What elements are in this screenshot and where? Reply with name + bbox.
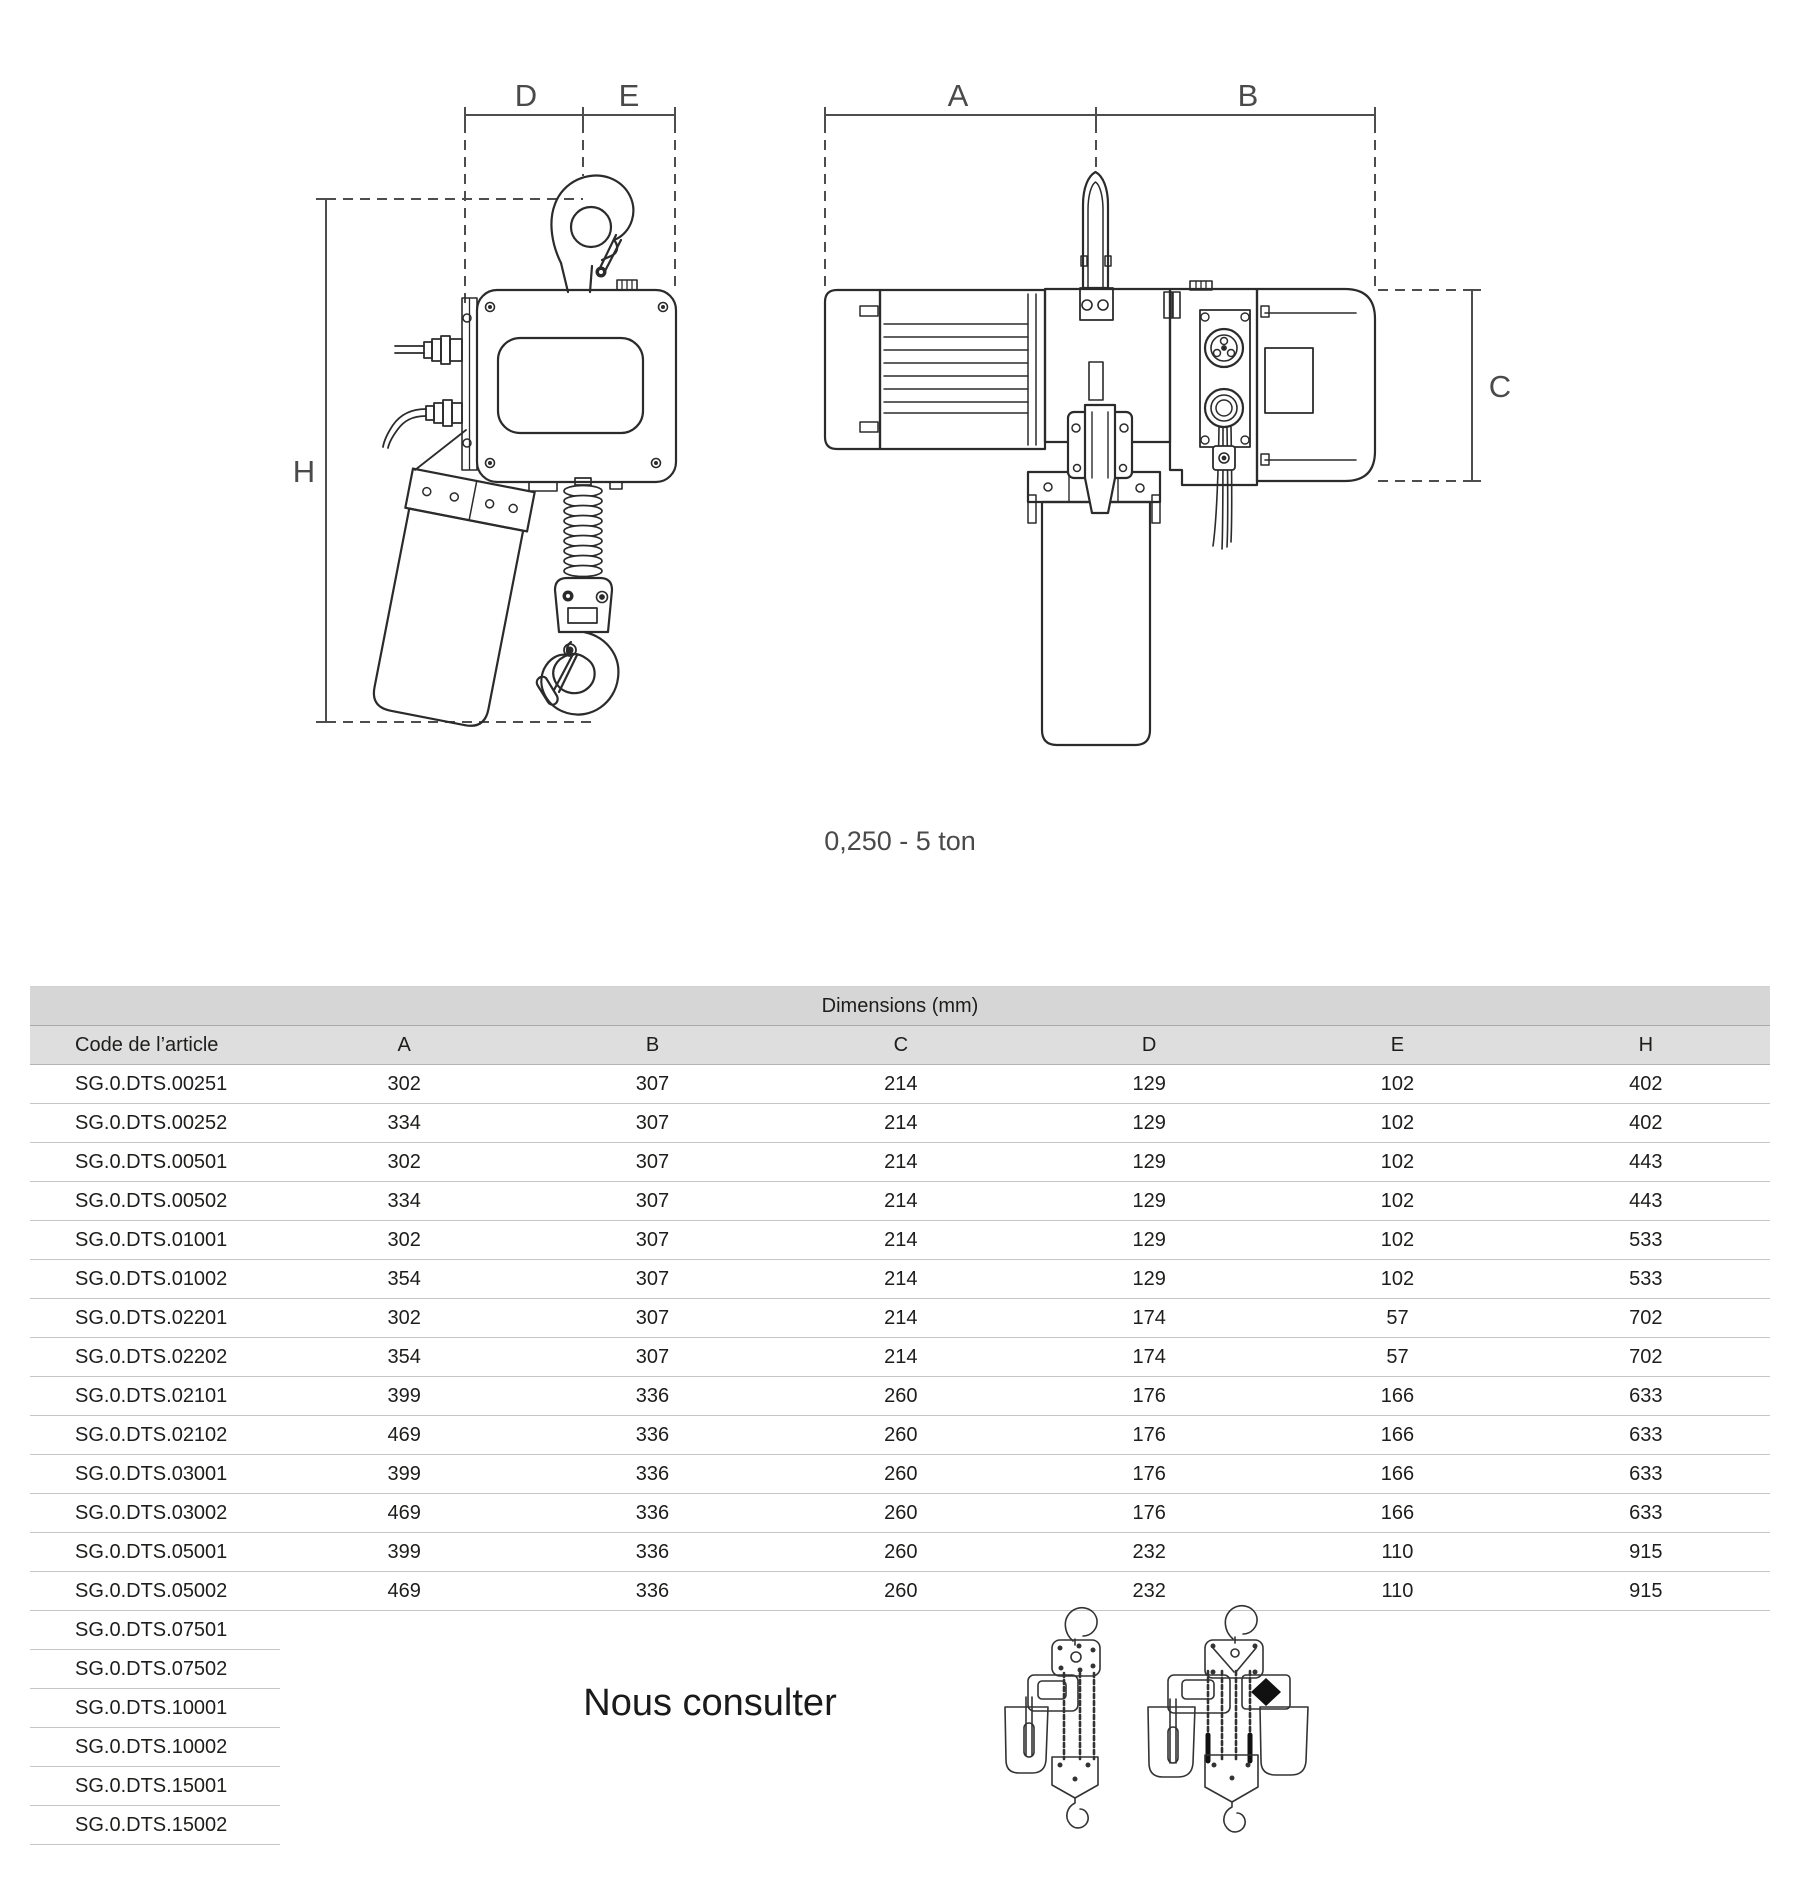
dimension-cell — [777, 1728, 1025, 1767]
dimension-cell: 307 — [528, 1221, 776, 1260]
dimension-cell: 129 — [1025, 1104, 1273, 1143]
article-code-cell: SG.0.DTS.00502 — [30, 1182, 280, 1221]
dimension-cell: 633 — [1522, 1416, 1770, 1455]
table-row — [30, 1260, 1770, 1299]
col-header-b: B — [528, 1026, 776, 1065]
dimension-cell: 102 — [1273, 1143, 1521, 1182]
dimension-cell: 166 — [1273, 1377, 1521, 1416]
hoist-side-view-drawing — [800, 70, 1530, 770]
front-dimension-lines — [316, 107, 675, 722]
dimension-cell: 469 — [280, 1416, 528, 1455]
article-code-cell: SG.0.DTS.00251 — [30, 1065, 280, 1104]
article-code-cell: SG.0.DTS.05001 — [30, 1533, 280, 1572]
pendant-cables — [1213, 427, 1235, 549]
dimension-cell: 307 — [528, 1260, 776, 1299]
dimension-cell: 214 — [777, 1221, 1025, 1260]
dim-label-a: A — [947, 78, 969, 113]
dimension-cell: 232 — [1025, 1572, 1273, 1611]
dimension-cell: 915 — [1522, 1572, 1770, 1611]
article-code-cell: SG.0.DTS.03001 — [30, 1455, 280, 1494]
article-code-cell: SG.0.DTS.10002 — [30, 1728, 280, 1767]
dimension-cell: 354 — [280, 1260, 528, 1299]
article-code-cell: SG.0.DTS.00252 — [30, 1104, 280, 1143]
article-code-cell: SG.0.DTS.05002 — [30, 1572, 280, 1611]
dimension-cell: 399 — [280, 1377, 528, 1416]
electrical-panel-section — [1164, 281, 1257, 485]
article-code-cell: SG.0.DTS.00501 — [30, 1143, 280, 1182]
dimension-cell: 334 — [280, 1182, 528, 1221]
bottom-hook — [537, 632, 619, 715]
table-row — [30, 1728, 1770, 1767]
col-header-d: D — [1025, 1026, 1273, 1065]
dimension-cell: 633 — [1522, 1377, 1770, 1416]
dim-label-d: D — [514, 78, 538, 113]
mini-hoist-2 — [1148, 1606, 1308, 1832]
suspension-lug — [1080, 172, 1113, 320]
dimension-cell: 336 — [528, 1494, 776, 1533]
dimension-cell — [528, 1728, 776, 1767]
dimension-cell: 402 — [1522, 1065, 1770, 1104]
dimension-cell — [528, 1806, 776, 1845]
dimension-cell: 260 — [777, 1377, 1025, 1416]
dimension-cell: 176 — [1025, 1494, 1273, 1533]
dimension-cell: 336 — [528, 1455, 776, 1494]
dimension-cell: 57 — [1273, 1338, 1521, 1377]
dimension-cell: 302 — [280, 1221, 528, 1260]
dimension-cell — [280, 1650, 528, 1689]
dimension-cell: 214 — [777, 1143, 1025, 1182]
table-title: Dimensions (mm) — [30, 987, 1770, 1026]
col-header-h: H — [1522, 1026, 1770, 1065]
dimension-cell — [280, 1767, 528, 1806]
dimension-cell: 633 — [1522, 1455, 1770, 1494]
dimension-cell: 176 — [1025, 1377, 1273, 1416]
dimension-cell: 533 — [1522, 1260, 1770, 1299]
col-header-code: Code de l’article — [30, 1026, 280, 1065]
dimension-cell: 166 — [1273, 1455, 1521, 1494]
dimension-cell: 260 — [777, 1455, 1025, 1494]
dimension-cell: 129 — [1025, 1182, 1273, 1221]
table-row — [30, 1572, 1770, 1611]
dimension-cell: 176 — [1025, 1455, 1273, 1494]
dimension-cell: 443 — [1522, 1143, 1770, 1182]
table-row — [30, 1338, 1770, 1377]
cable-gland-upper — [395, 336, 462, 364]
table-row — [30, 1533, 1770, 1572]
strain-relief-spring — [564, 478, 602, 578]
dimension-cell: 129 — [1025, 1221, 1273, 1260]
top-hook — [551, 176, 633, 292]
dimension-cell: 214 — [777, 1260, 1025, 1299]
dimension-cell — [1522, 1728, 1770, 1767]
dimension-cell: 57 — [1273, 1299, 1521, 1338]
table-row — [30, 1299, 1770, 1338]
dimension-cell: 307 — [528, 1299, 776, 1338]
table-row — [30, 1104, 1770, 1143]
dimension-cell: 469 — [280, 1572, 528, 1611]
chain-guide — [1068, 405, 1132, 513]
dimension-cell — [1522, 1650, 1770, 1689]
dimension-cell — [280, 1728, 528, 1767]
table-row — [30, 1767, 1770, 1806]
table-row — [30, 1182, 1770, 1221]
table-row — [30, 1065, 1770, 1104]
dimension-cell: 260 — [777, 1572, 1025, 1611]
dimension-cell — [777, 1806, 1025, 1845]
dimension-cell: 260 — [777, 1494, 1025, 1533]
table-row — [30, 1689, 1770, 1728]
dimension-cell: 443 — [1522, 1182, 1770, 1221]
dimension-cell: 336 — [528, 1533, 776, 1572]
table-row — [30, 1416, 1770, 1455]
col-header-e: E — [1273, 1026, 1521, 1065]
article-code-cell: SG.0.DTS.02101 — [30, 1377, 280, 1416]
dimension-cell: 176 — [1025, 1416, 1273, 1455]
dimension-cell: 102 — [1273, 1221, 1521, 1260]
dimension-cell: 260 — [777, 1416, 1025, 1455]
capacity-caption: 0,250 - 5 ton — [824, 826, 976, 856]
dimensions-table — [30, 986, 1770, 1845]
dimension-cell: 402 — [1522, 1104, 1770, 1143]
col-header-a: A — [280, 1026, 528, 1065]
dimension-cell: 915 — [1522, 1533, 1770, 1572]
dim-label-c: C — [1488, 369, 1512, 404]
dimension-cell: 102 — [1273, 1260, 1521, 1299]
dimension-cell: 334 — [280, 1104, 528, 1143]
cable-gland-lower — [383, 400, 462, 448]
article-code-cell: SG.0.DTS.02202 — [30, 1338, 280, 1377]
article-code-cell: SG.0.DTS.07501 — [30, 1611, 280, 1650]
article-code-cell: SG.0.DTS.01002 — [30, 1260, 280, 1299]
dimension-cell: 336 — [528, 1416, 776, 1455]
dimension-cell: 166 — [1273, 1494, 1521, 1533]
hoist-body-front — [462, 280, 676, 491]
dim-label-b: B — [1237, 78, 1259, 113]
table-row — [30, 1611, 1770, 1650]
dimension-cell: 633 — [1522, 1494, 1770, 1533]
dimension-cell — [280, 1806, 528, 1845]
article-code-cell: SG.0.DTS.07502 — [30, 1650, 280, 1689]
dimension-cell — [528, 1767, 776, 1806]
dimension-cell: 174 — [1025, 1299, 1273, 1338]
dimension-cell — [528, 1611, 776, 1650]
hoist-front-view-drawing — [250, 70, 700, 760]
dimension-cell: 336 — [528, 1572, 776, 1611]
consult-us-note: Nous consulter — [583, 1682, 837, 1724]
dimension-cell: 214 — [777, 1065, 1025, 1104]
dimension-cell: 102 — [1273, 1182, 1521, 1221]
dimension-cell: 102 — [1273, 1065, 1521, 1104]
table-row — [30, 1494, 1770, 1533]
dimension-cell: 214 — [777, 1104, 1025, 1143]
dimension-cell: 214 — [777, 1338, 1025, 1377]
dimension-cell — [1522, 1611, 1770, 1650]
dimension-cell: 307 — [528, 1338, 776, 1377]
dimension-cell: 302 — [280, 1299, 528, 1338]
dimension-cell: 110 — [1273, 1533, 1521, 1572]
dimension-cell — [280, 1689, 528, 1728]
article-code-cell: SG.0.DTS.15002 — [30, 1806, 280, 1845]
dimension-rows — [30, 1065, 1770, 1845]
dimension-cell: 469 — [280, 1494, 528, 1533]
dimension-cell: 129 — [1025, 1260, 1273, 1299]
col-header-c: C — [777, 1026, 1025, 1065]
dimension-cell: 214 — [777, 1299, 1025, 1338]
side-dimension-lines — [825, 107, 1481, 481]
dimension-cell: 102 — [1273, 1104, 1521, 1143]
dimension-cell — [1522, 1689, 1770, 1728]
dimension-cell: 302 — [280, 1143, 528, 1182]
table-row — [30, 1806, 1770, 1845]
article-code-cell: SG.0.DTS.02201 — [30, 1299, 280, 1338]
dimension-cell — [1522, 1806, 1770, 1845]
dimension-cell: 129 — [1025, 1065, 1273, 1104]
dimension-cell: 307 — [528, 1104, 776, 1143]
dimension-cell: 354 — [280, 1338, 528, 1377]
dimension-cell: 307 — [528, 1182, 776, 1221]
dim-label-e: E — [618, 78, 640, 113]
dimension-cell — [777, 1767, 1025, 1806]
article-code-cell: SG.0.DTS.15001 — [30, 1767, 280, 1806]
dimension-cell: 399 — [280, 1533, 528, 1572]
dimension-cell: 214 — [777, 1182, 1025, 1221]
table-title-row — [30, 987, 1770, 1026]
dimension-cell: 399 — [280, 1455, 528, 1494]
article-code-cell: SG.0.DTS.03002 — [30, 1494, 280, 1533]
table-row — [30, 1221, 1770, 1260]
right-end-cap — [1257, 289, 1375, 481]
dimension-cell: 110 — [1273, 1572, 1521, 1611]
article-code-cell: SG.0.DTS.01001 — [30, 1221, 280, 1260]
dimension-cell: 174 — [1025, 1338, 1273, 1377]
dimension-cell: 302 — [280, 1065, 528, 1104]
article-code-cell: SG.0.DTS.02102 — [30, 1416, 280, 1455]
dimension-cell: 166 — [1273, 1416, 1521, 1455]
table-row — [30, 1650, 1770, 1689]
dimension-cell: 307 — [528, 1065, 776, 1104]
dimension-cell: 129 — [1025, 1143, 1273, 1182]
dimension-cell — [1522, 1767, 1770, 1806]
dimension-cell: 702 — [1522, 1338, 1770, 1377]
table-row — [30, 1377, 1770, 1416]
dimension-cell: 260 — [777, 1533, 1025, 1572]
dimension-cell: 702 — [1522, 1299, 1770, 1338]
chain-bag-front — [367, 430, 535, 730]
motor-section — [825, 290, 1045, 449]
table-header-row — [30, 1026, 1770, 1065]
table-row — [30, 1143, 1770, 1182]
article-code-cell: SG.0.DTS.10001 — [30, 1689, 280, 1728]
bottom-hook-block — [555, 578, 612, 632]
table-row — [30, 1455, 1770, 1494]
dimension-cell: 307 — [528, 1143, 776, 1182]
dim-label-h: H — [292, 454, 316, 489]
dimension-cell — [280, 1611, 528, 1650]
multi-fall-hoists-illustration — [990, 1595, 1330, 1845]
dimension-cell — [777, 1611, 1025, 1650]
dimension-cell: 336 — [528, 1377, 776, 1416]
dimension-cell: 533 — [1522, 1221, 1770, 1260]
dimension-cell: 232 — [1025, 1533, 1273, 1572]
mini-hoist-1 — [1005, 1608, 1100, 1828]
